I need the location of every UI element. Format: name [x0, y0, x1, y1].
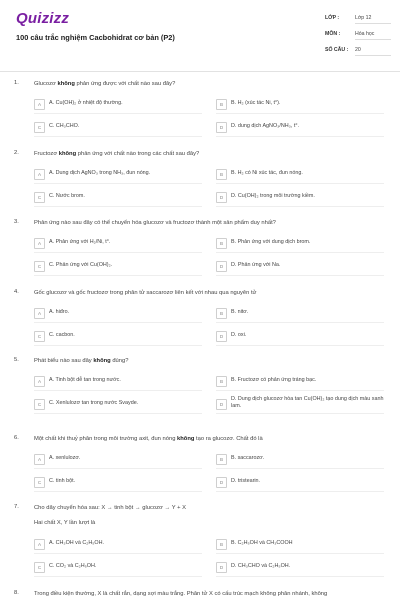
option-a[interactable]: [34, 99, 204, 113]
meta-label-class: LỚP :: [325, 15, 340, 21]
option-text: A. CH₃OH và C₂H₅OH.: [49, 540, 104, 546]
option-d[interactable]: [216, 122, 386, 136]
option-text: A. Tinh bột dễ tan trong nước.: [49, 377, 121, 383]
option-text: B. saccarozơ.: [231, 455, 265, 461]
option-letter-badge: B: [216, 169, 227, 180]
option-underline: [34, 183, 202, 184]
option-letter-badge: D: [216, 331, 227, 342]
option-c[interactable]: [34, 562, 204, 576]
option-a[interactable]: [34, 539, 204, 553]
question-text: [34, 80, 394, 88]
option-text: B. Phản ứng với dung dịch brom.: [231, 239, 311, 245]
option-underline: [216, 183, 384, 184]
question-number: 4.: [14, 289, 19, 295]
option-underline: [34, 413, 202, 414]
question-text: [34, 357, 394, 365]
option-letter-badge: C: [34, 562, 45, 573]
document-title: 100 câu trắc nghiệm Cacbohidrat cơ bản (P2): [16, 33, 175, 42]
option-underline: [216, 322, 384, 323]
header: [0, 0, 400, 70]
option-c[interactable]: [34, 399, 204, 413]
option-text: C. tinh bột.: [49, 478, 76, 484]
meta-value-count: 20: [355, 47, 391, 56]
option-underline: [34, 275, 202, 276]
option-d[interactable]: [216, 261, 386, 275]
option-underline: [34, 113, 202, 114]
option-underline: [216, 468, 384, 469]
option-text: D. Cu(OH)₂ trong môi trường kiềm.: [231, 193, 315, 199]
option-c[interactable]: [34, 192, 204, 206]
option-text: D. dung dịch AgNO₃/NH₃, t°.: [231, 123, 299, 129]
option-text: A. Phản ứng với H₂/Ni, t°.: [49, 239, 111, 245]
question-emphasis: không: [93, 358, 111, 364]
option-a[interactable]: [34, 454, 204, 468]
option-letter-badge: A: [34, 169, 45, 180]
meta-value-subject: Hóa học: [355, 31, 391, 40]
meta-label-count: SỐ CÂU :: [325, 47, 349, 53]
option-text: C. Phản ứng với Cu(OH)₂.: [49, 262, 113, 268]
option-letter-badge: C: [34, 477, 45, 488]
option-letter-badge: B: [216, 454, 227, 465]
option-b[interactable]: [216, 376, 386, 390]
meta-value-class: Lớp 12: [355, 15, 391, 24]
question-text-part: phản ứng được với chất nào sau đây?: [74, 81, 176, 87]
question-number: 3.: [14, 219, 19, 225]
option-underline: [216, 576, 384, 577]
option-underline: [34, 206, 202, 207]
option-letter-badge: B: [216, 376, 227, 387]
option-underline: [34, 136, 202, 137]
option-d[interactable]: [216, 331, 386, 345]
option-letter-badge: A: [34, 539, 45, 550]
question-text: [34, 435, 394, 443]
option-c[interactable]: [34, 477, 204, 491]
option-c[interactable]: [34, 331, 204, 345]
option-text: D. tristearin.: [231, 478, 261, 484]
question-emphasis: không: [58, 151, 77, 157]
option-letter-badge: D: [216, 192, 227, 203]
option-c[interactable]: [34, 122, 204, 136]
option-letter-badge: C: [34, 261, 45, 272]
option-text: A. Dung dịch AgNO₃ trong NH₃, đun nóng.: [49, 170, 151, 176]
option-a[interactable]: [34, 169, 204, 183]
meta-label-subject: MÔN :: [325, 31, 341, 37]
option-b[interactable]: [216, 169, 386, 183]
question-text-part: Phát biểu nào sau đây: [34, 358, 94, 364]
option-text: D. Phản ứng với Na.: [231, 262, 281, 268]
question-text-part: đúng?: [110, 358, 129, 364]
question-text: [34, 504, 394, 512]
option-b[interactable]: [216, 308, 386, 322]
option-text: D. CH₃CHO và C₂H₅OH.: [231, 563, 291, 569]
option-d[interactable]: [216, 477, 386, 491]
option-letter-badge: A: [34, 376, 45, 387]
question-emphasis: không: [177, 436, 195, 442]
option-underline: [216, 136, 384, 137]
question-text-part: Cho dãy chuyển hóa sau: X → tinh bột → glucozơ → Y + X: [34, 505, 186, 511]
option-letter-badge: C: [34, 192, 45, 203]
question-text: [34, 590, 394, 598]
option-letter-badge: D: [216, 477, 227, 488]
option-underline: [34, 252, 202, 253]
option-letter-badge: D: [216, 261, 227, 272]
option-text: B. nitơ.: [231, 309, 249, 315]
question-number: 6.: [14, 435, 19, 441]
question-number: 8.: [14, 590, 19, 596]
question-text: [34, 150, 394, 158]
question-number: 1.: [14, 80, 19, 86]
option-text: D. Dung dịch glucozơ hòa tan Cu(OH)₂ tạo dung dịch màu xanh lam.: [231, 396, 384, 409]
question-text: [34, 289, 394, 297]
option-b[interactable]: [216, 454, 386, 468]
option-underline: [216, 252, 384, 253]
option-letter-badge: D: [216, 122, 227, 133]
option-letter-badge: A: [34, 99, 45, 110]
question-text-part: Phản ứng nào sau đây có thể chuyển hóa glucozơ và fructozơ thành một sản phẩm duy nhất?: [34, 220, 276, 226]
option-a[interactable]: [34, 238, 204, 252]
option-text: A. hiđro.: [49, 309, 70, 315]
option-text: A. xenlulozơ.: [49, 455, 81, 461]
option-b[interactable]: [216, 238, 386, 252]
question-text: [34, 219, 394, 227]
question-text-part: phản ứng với chất nào trong các chất sau đây?: [76, 151, 200, 157]
question-text-part: Gốc glucozơ và gốc fructozơ trong phân tử saccarozơ liên kết với nhau qua nguyên tử: [34, 290, 257, 296]
question-text-part: Một chất khi thuỷ phân trong môi trường axit, đun nóng: [34, 436, 178, 442]
option-underline: [216, 275, 384, 276]
question-subtext: Hai chất X, Y lần lượt là: [34, 520, 96, 526]
option-underline: [216, 553, 384, 554]
option-underline: [34, 576, 202, 577]
option-text: C. CH₃CHO.: [49, 123, 80, 129]
option-text: C. Xenlulozơ tan trong nước Svayde.: [49, 400, 139, 406]
option-letter-badge: C: [34, 122, 45, 133]
option-underline: [34, 468, 202, 469]
option-a[interactable]: [34, 376, 204, 390]
question-number: 5.: [14, 357, 19, 363]
header-divider: [0, 71, 400, 72]
option-c[interactable]: [34, 261, 204, 275]
option-underline: [34, 345, 202, 346]
option-text: C. CO₂ và C₂H₅OH.: [49, 563, 97, 569]
option-a[interactable]: [34, 308, 204, 322]
option-text: D. oxi.: [231, 332, 247, 338]
option-underline: [34, 491, 202, 492]
option-underline: [216, 206, 384, 207]
question-text-part: Trong điều kiện thường, X là chất rắn, dạng sợi màu trắng. Phân tử X có cấu trúc mạch không phân nhánh, không: [34, 591, 328, 597]
option-text: C. cacbon.: [49, 332, 75, 338]
option-underline: [216, 491, 384, 492]
option-underline: [216, 113, 384, 114]
question-text-part: tạo ra glucozơ. Chất đó là: [194, 436, 263, 442]
option-letter-badge: A: [34, 454, 45, 465]
option-underline: [216, 345, 384, 346]
option-text: B. H₂ có Ni xúc tác, đun nóng.: [231, 170, 303, 176]
option-text: B. Fructozơ có phản ứng tráng bạc.: [231, 377, 317, 383]
question-number: 7.: [14, 504, 19, 510]
option-underline: [216, 390, 384, 391]
option-b[interactable]: [216, 539, 386, 553]
option-text: B. C₂H₅OH và CH₃COOH: [231, 540, 293, 546]
option-d[interactable]: [216, 192, 386, 206]
option-letter-badge: C: [34, 331, 45, 342]
option-letter-badge: B: [216, 238, 227, 249]
option-letter-badge: D: [216, 399, 227, 410]
option-text: B. H₂ (xúc tác Ni, t°).: [231, 100, 281, 106]
question-text-part: Fructozơ: [34, 151, 59, 157]
option-letter-badge: C: [34, 399, 45, 410]
option-underline: [216, 413, 384, 414]
option-underline: [34, 553, 202, 554]
option-letter-badge: B: [216, 308, 227, 319]
option-text: C. Nước brom.: [49, 193, 85, 199]
option-text: A. Cu(OH)₂ ở nhiệt độ thường.: [49, 100, 123, 106]
question-number: 2.: [14, 150, 19, 156]
question-emphasis: không: [57, 81, 75, 87]
quizizz-logo: Quizizz: [16, 10, 70, 27]
option-letter-badge: A: [34, 238, 45, 249]
question-text-part: Glucozơ: [34, 81, 58, 87]
option-b[interactable]: [216, 99, 386, 113]
option-letter-badge: A: [34, 308, 45, 319]
option-letter-badge: B: [216, 539, 227, 550]
option-letter-badge: D: [216, 562, 227, 573]
option-underline: [34, 390, 202, 391]
option-d[interactable]: [216, 396, 386, 413]
option-underline: [34, 322, 202, 323]
option-d[interactable]: [216, 562, 386, 576]
option-letter-badge: B: [216, 99, 227, 110]
